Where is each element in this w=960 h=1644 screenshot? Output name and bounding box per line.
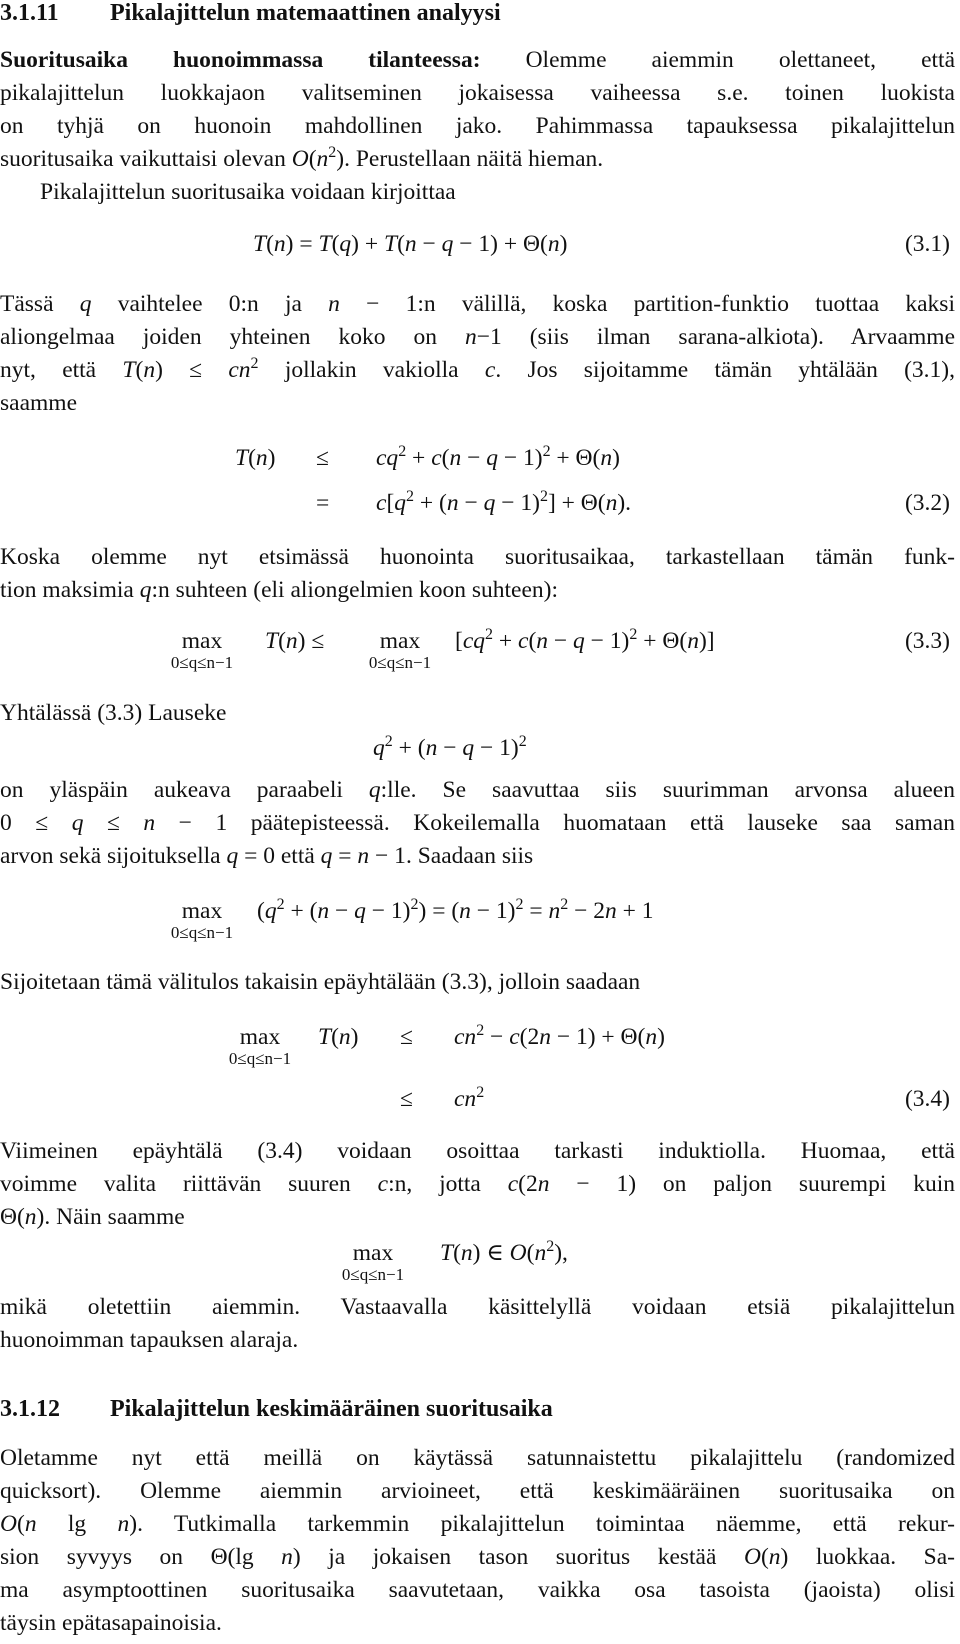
section-number: 3.1.12 — [0, 1396, 60, 1422]
equation-3-4-row-1-rhs: $cn^2 - c(2n - 1) + \Theta(n)$ — [454, 1022, 665, 1050]
relation-symbol: ≤ — [400, 1086, 413, 1112]
equation-3-3-lhs: T(n) ≤ — [265, 628, 325, 654]
equation-3-2-row-1: T(n) — [235, 445, 276, 471]
text-line: täysin epätasapainoisia. — [0, 1610, 222, 1636]
text-line: on tyhjä on huonoin mahdollinen jako. Pahimmassa tapauksessa pikalajittelun — [0, 113, 955, 139]
text-line: aliongelmaa joiden yhteinen koko on n−1 (siis ilman sarana-alkiota). Arvaamme — [0, 324, 956, 350]
max-operator: max 0≤q≤n−1 — [170, 628, 234, 672]
text-line: voimme valita riittävän suuren c:n, jotta c(2n − 1) on paljon suurempi kuin — [0, 1171, 955, 1197]
section-number: 3.1.11 — [0, 0, 59, 26]
text-line: 0 ≤ q ≤ n − 1 päätepisteessä. Kokeilemalla huomataan että lauseke saa saman — [0, 810, 955, 836]
section-title: Pikalajittelun keskimääräinen suoritusaika — [110, 1396, 553, 1422]
equation-3-4-lhs: T(n) — [318, 1024, 359, 1050]
text-line: on yläspäin aukeava paraabeli q:lle. Se saavuttaa siis suurimman arvonsa alueen — [0, 777, 955, 803]
run-in-heading: Suoritusaika huonoimmassa tilanteessa: — [0, 47, 481, 73]
relation-symbol: ≤ — [316, 445, 329, 471]
paragraph-average-case — [0, 1442, 955, 1640]
equation-3-2-row-2-rhs: $c[q^2 + (n - q - 1)^2] + \Theta(n)$. — [376, 488, 632, 516]
text-line: Suoritusaika huonoimmassa tilanteessa: Olemme aiemmin olettaneet, että — [0, 47, 955, 73]
text-line: suoritusaika vaikuttaisi olevan $O(n^2)$. Perustellaan näitä hieman. — [0, 144, 604, 172]
equation-number: (3.2) — [904, 490, 950, 516]
text-line: Tässä q vaihtelee 0:n ja n − 1:n välillä, koska partition-funktio tuottaa kaksi — [0, 291, 955, 317]
text-line: Oletamme nyt että meillä on käytässä satunnaistettu pikalajittelu (randomized — [0, 1445, 955, 1471]
section-heading-3-1-12 — [0, 1396, 553, 1423]
text-line: arvon sekä sijoituksella q = 0 että q = n − 1. Saadaan siis — [0, 843, 534, 869]
text-line: pikalajittelun luokkajaon valitseminen jokaisessa vaiheessa s.e. toinen luokista — [0, 80, 955, 106]
paragraph-substitute — [0, 966, 955, 999]
section-heading-3-1-11 — [0, 0, 501, 27]
text-line: Koska olemme nyt etsimässä huonointa suoritusaikaa, tarkastellaan tämän funk- — [0, 544, 955, 570]
equation-3-3-rhs: $[cq^2 + c(n - q - 1)^2 + \Theta(n)]$ — [455, 626, 715, 654]
section-title: Pikalajittelun matemaattinen analyysi — [110, 0, 501, 26]
max-operator: max 0≤q≤n−1 — [170, 898, 234, 942]
expression-parabola: $q^2 + (n - q - 1)^2$ — [373, 733, 527, 761]
text-line: Θ(n). Näin saamme — [0, 1204, 185, 1230]
text-line: saamme — [0, 390, 77, 416]
text-line: huonoimman tapauksen alaraja. — [0, 1327, 299, 1353]
text-line: tion maksimia q:n suhteen (eli aliongelmien koon suhteen): — [0, 577, 559, 603]
paragraph-induction — [0, 1135, 955, 1234]
equation-3-4-row-2-rhs: $cn^2$ — [454, 1084, 485, 1112]
text-line: quicksort). Olemme aiemmin arvioineet, että keskimääräinen suoritusaika on — [0, 1478, 955, 1504]
max-operator: max 0≤q≤n−1 — [228, 1024, 292, 1068]
paragraph-parabola — [0, 774, 955, 873]
text-line: Sijoitetaan tämä välitulos takaisin epäyhtälään (3.3), jolloin saadaan — [0, 969, 641, 995]
equation-number: (3.1) — [904, 231, 950, 257]
expression-max-value: $(q^2 + (n - q - 1)^2) = (n - 1)^2 = n^2 - 2n + 1$ — [257, 896, 654, 924]
equation-number: (3.3) — [904, 628, 950, 654]
text-line: Viimeinen epäyhtälä (3.4) voidaan osoittaa tarkasti induktiolla. Huomaa, että — [0, 1138, 955, 1164]
text-line: nyt, että $T(n) \le cn^2$ jollakin vakiolla c. Jos sijoitamme tämän yhtälään (3.1), — [0, 355, 956, 383]
text-line: mikä oletettiin aiemmin. Vastaavalla käsittelyllä voidaan etsiä pikalajittelun — [0, 1294, 955, 1320]
max-operator: max 0≤q≤n−1 — [341, 1240, 405, 1284]
equation-3-2-row-1-rhs: $cq^2 + c(n - q - 1)^2 + \Theta(n)$ — [376, 443, 620, 471]
text-line: sion syvyys on Θ(lg n) ja jokaisen tason suoritus kestää O(n) luokkaa. Sa- — [0, 1544, 955, 1570]
paragraph-conclusion — [0, 1291, 955, 1357]
expression-big-o-bound: T(n) ∈ $O(n^2)$, — [440, 1238, 568, 1266]
equation-3-1: T(n) = T(q) + T(n − q − 1) + Θ(n) — [253, 231, 568, 257]
equation-number: (3.4) — [904, 1086, 950, 1112]
text-line: ma asymptoottinen suoritusaika saavutetaan, vaikka osa tasoista (jaoista) olisi — [0, 1577, 955, 1603]
text-line: Yhtälässä (3.3) Lauseke — [0, 700, 227, 726]
relation-symbol: ≤ — [400, 1024, 413, 1050]
paragraph-worst-case — [0, 44, 955, 209]
text-line: Pikalajittelun suoritusaika voidaan kirjoittaa — [40, 179, 456, 205]
paragraph-recurrence — [0, 288, 955, 420]
relation-symbol: = — [316, 490, 330, 516]
paragraph-expression — [0, 697, 955, 730]
max-operator: max 0≤q≤n−1 — [368, 628, 432, 672]
text-line: O(n lg n). Tutkimalla tarkemmin pikalajittelun toimintaa näemme, että rekur- — [0, 1511, 955, 1537]
paragraph-maximize — [0, 541, 955, 607]
